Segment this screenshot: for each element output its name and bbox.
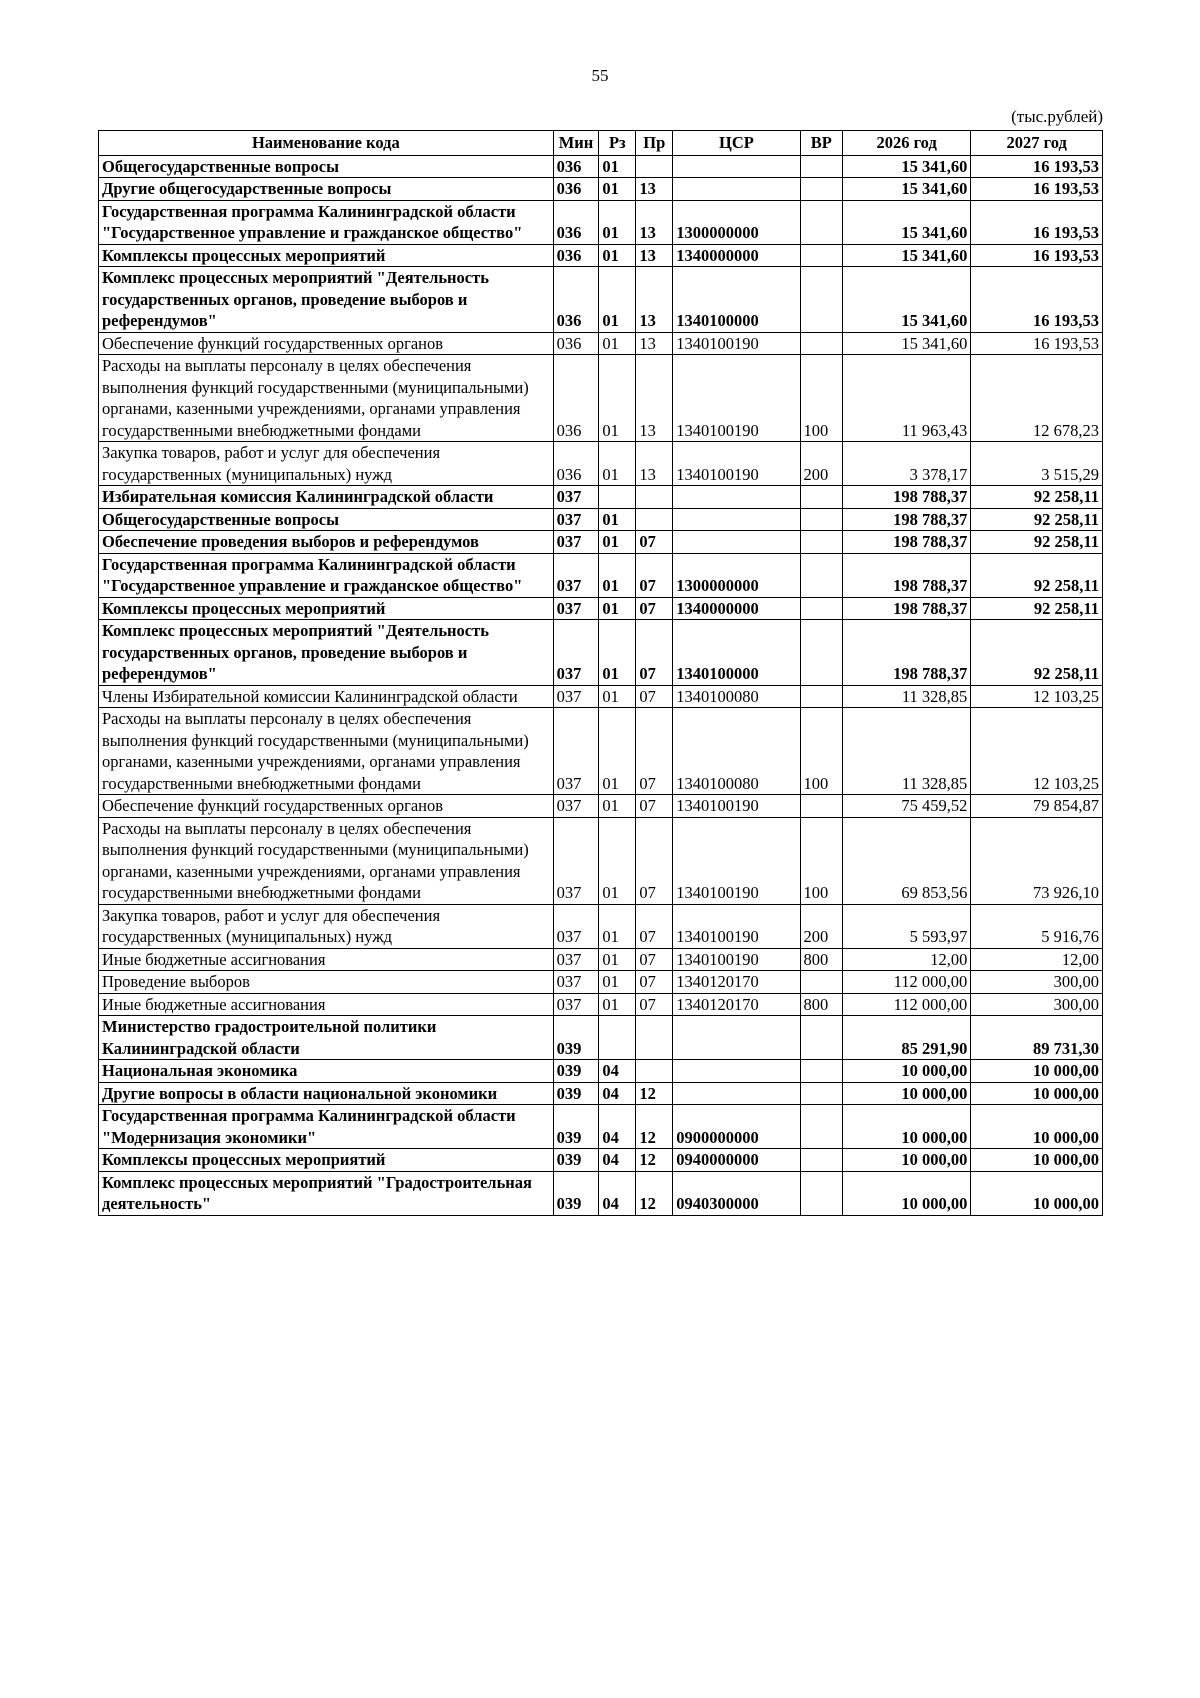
csr-cell: 0940000000 bbox=[673, 1149, 800, 1172]
row-name-cell: Члены Избирательной комиссии Калининградской области bbox=[99, 685, 554, 708]
amount-2026-cell: 15 341,60 bbox=[842, 244, 970, 267]
csr-cell: 1340100000 bbox=[673, 267, 800, 333]
csr-cell bbox=[673, 1016, 800, 1060]
vr-cell bbox=[800, 1060, 842, 1083]
vr-cell bbox=[800, 1149, 842, 1172]
table-row bbox=[99, 486, 1103, 509]
rz-cell bbox=[599, 1016, 636, 1060]
rz-cell: 01 bbox=[599, 355, 636, 442]
row-name-cell: Закупка товаров, работ и услуг для обеспечения государственных (муниципальных) нужд bbox=[99, 904, 554, 948]
amount-2027-cell: 92 258,11 bbox=[971, 620, 1103, 686]
min-cell: 039 bbox=[553, 1060, 599, 1083]
table-row bbox=[99, 708, 1103, 795]
min-cell: 036 bbox=[553, 178, 599, 201]
amount-2026-cell: 10 000,00 bbox=[842, 1149, 970, 1172]
amount-2026-cell: 15 341,60 bbox=[842, 200, 970, 244]
amount-2026-cell: 198 788,37 bbox=[842, 597, 970, 620]
rz-cell: 04 bbox=[599, 1060, 636, 1083]
table-row bbox=[99, 971, 1103, 994]
amount-2026-cell: 11 328,85 bbox=[842, 708, 970, 795]
table-row bbox=[99, 178, 1103, 201]
min-cell: 037 bbox=[553, 531, 599, 554]
pr-cell: 13 bbox=[636, 355, 673, 442]
pr-cell: 13 bbox=[636, 267, 673, 333]
csr-cell: 1340120170 bbox=[673, 971, 800, 994]
csr-cell: 1300000000 bbox=[673, 200, 800, 244]
vr-cell: 800 bbox=[800, 993, 842, 1016]
table-row bbox=[99, 1105, 1103, 1149]
amount-2027-cell: 300,00 bbox=[971, 971, 1103, 994]
amount-2026-cell: 15 341,60 bbox=[842, 155, 970, 178]
vr-cell bbox=[800, 178, 842, 201]
column-header: ЦСР bbox=[673, 131, 800, 156]
min-cell: 037 bbox=[553, 685, 599, 708]
table-row bbox=[99, 1171, 1103, 1215]
row-name-cell: Государственная программа Калининградской области "Модернизация экономики" bbox=[99, 1105, 554, 1149]
row-name-cell: Иные бюджетные ассигнования bbox=[99, 948, 554, 971]
rz-cell: 01 bbox=[599, 993, 636, 1016]
vr-cell: 100 bbox=[800, 355, 842, 442]
page-number: 55 bbox=[591, 66, 609, 85]
vr-cell bbox=[800, 597, 842, 620]
csr-cell bbox=[673, 1060, 800, 1083]
vr-cell bbox=[800, 1016, 842, 1060]
amount-2027-cell: 12,00 bbox=[971, 948, 1103, 971]
amount-2026-cell: 198 788,37 bbox=[842, 620, 970, 686]
amount-2027-cell: 16 193,53 bbox=[971, 200, 1103, 244]
vr-cell bbox=[800, 508, 842, 531]
rz-cell: 01 bbox=[599, 685, 636, 708]
vr-cell bbox=[800, 685, 842, 708]
amount-2026-cell: 11 328,85 bbox=[842, 685, 970, 708]
min-cell: 036 bbox=[553, 200, 599, 244]
rz-cell: 01 bbox=[599, 531, 636, 554]
pr-cell: 13 bbox=[636, 178, 673, 201]
pr-cell bbox=[636, 1060, 673, 1083]
vr-cell bbox=[800, 267, 842, 333]
table-row bbox=[99, 553, 1103, 597]
csr-cell: 1340100190 bbox=[673, 904, 800, 948]
rz-cell: 01 bbox=[599, 332, 636, 355]
row-name-cell: Комплекс процессных мероприятий "Деятельность государственных органов, проведение выборов и референдумов" bbox=[99, 620, 554, 686]
csr-cell bbox=[673, 508, 800, 531]
amount-2027-cell: 3 515,29 bbox=[971, 442, 1103, 486]
row-name-cell: Государственная программа Калининградской области "Государственное управление и гражданское общество" bbox=[99, 200, 554, 244]
min-cell: 037 bbox=[553, 708, 599, 795]
rz-cell: 01 bbox=[599, 553, 636, 597]
amount-2026-cell: 69 853,56 bbox=[842, 817, 970, 904]
pr-cell bbox=[636, 1016, 673, 1060]
csr-cell bbox=[673, 486, 800, 509]
row-name-cell: Обеспечение проведения выборов и референдумов bbox=[99, 531, 554, 554]
amount-2027-cell: 300,00 bbox=[971, 993, 1103, 1016]
table-row bbox=[99, 200, 1103, 244]
row-name-cell: Расходы на выплаты персоналу в целях обеспечения выполнения функций государственными (муниципальными) органами, казенными учреждениями, органами управления государственными внебюджетными фондами bbox=[99, 355, 554, 442]
pr-cell: 07 bbox=[636, 531, 673, 554]
rz-cell: 01 bbox=[599, 817, 636, 904]
pr-cell: 07 bbox=[636, 795, 673, 818]
table-row bbox=[99, 332, 1103, 355]
rz-cell: 04 bbox=[599, 1082, 636, 1105]
table-row bbox=[99, 1149, 1103, 1172]
row-name-cell: Обеспечение функций государственных органов bbox=[99, 332, 554, 355]
table-row bbox=[99, 442, 1103, 486]
rz-cell: 01 bbox=[599, 178, 636, 201]
amount-2027-cell: 73 926,10 bbox=[971, 817, 1103, 904]
rz-cell: 01 bbox=[599, 508, 636, 531]
rz-cell: 01 bbox=[599, 708, 636, 795]
amount-2026-cell: 198 788,37 bbox=[842, 508, 970, 531]
csr-cell: 1340100190 bbox=[673, 332, 800, 355]
amount-2027-cell: 16 193,53 bbox=[971, 178, 1103, 201]
amount-2027-cell: 16 193,53 bbox=[971, 155, 1103, 178]
vr-cell bbox=[800, 332, 842, 355]
amount-2026-cell: 10 000,00 bbox=[842, 1082, 970, 1105]
vr-cell: 200 bbox=[800, 904, 842, 948]
vr-cell: 200 bbox=[800, 442, 842, 486]
min-cell: 037 bbox=[553, 971, 599, 994]
min-cell: 037 bbox=[553, 620, 599, 686]
column-header: Мин bbox=[553, 131, 599, 156]
csr-cell: 1340000000 bbox=[673, 244, 800, 267]
csr-cell: 1340000000 bbox=[673, 597, 800, 620]
row-name-cell: Другие вопросы в области национальной экономики bbox=[99, 1082, 554, 1105]
csr-cell: 1340100080 bbox=[673, 708, 800, 795]
row-name-cell: Комплексы процессных мероприятий bbox=[99, 1149, 554, 1172]
table-row bbox=[99, 1082, 1103, 1105]
table-row bbox=[99, 1060, 1103, 1083]
table-row bbox=[99, 597, 1103, 620]
csr-cell bbox=[673, 155, 800, 178]
vr-cell: 100 bbox=[800, 817, 842, 904]
min-cell: 036 bbox=[553, 332, 599, 355]
rz-cell: 01 bbox=[599, 904, 636, 948]
table-row bbox=[99, 817, 1103, 904]
pr-cell: 12 bbox=[636, 1105, 673, 1149]
rz-cell: 01 bbox=[599, 244, 636, 267]
csr-cell bbox=[673, 531, 800, 554]
table-row bbox=[99, 948, 1103, 971]
vr-cell bbox=[800, 155, 842, 178]
rz-cell bbox=[599, 486, 636, 509]
min-cell: 039 bbox=[553, 1149, 599, 1172]
amount-2026-cell: 75 459,52 bbox=[842, 795, 970, 818]
min-cell: 039 bbox=[553, 1171, 599, 1215]
amount-2027-cell: 10 000,00 bbox=[971, 1060, 1103, 1083]
min-cell: 037 bbox=[553, 597, 599, 620]
amount-2026-cell: 198 788,37 bbox=[842, 486, 970, 509]
units-label: (тыс.рублей) bbox=[1011, 107, 1103, 126]
rz-cell: 01 bbox=[599, 200, 636, 244]
row-name-cell: Национальная экономика bbox=[99, 1060, 554, 1083]
amount-2026-cell: 15 341,60 bbox=[842, 332, 970, 355]
min-cell: 036 bbox=[553, 355, 599, 442]
amount-2027-cell: 10 000,00 bbox=[971, 1149, 1103, 1172]
vr-cell bbox=[800, 1105, 842, 1149]
table-row bbox=[99, 1016, 1103, 1060]
rz-cell: 01 bbox=[599, 971, 636, 994]
csr-cell: 1340100000 bbox=[673, 620, 800, 686]
table-row bbox=[99, 155, 1103, 178]
table-header-row bbox=[99, 131, 1103, 156]
pr-cell: 07 bbox=[636, 993, 673, 1016]
csr-cell: 0900000000 bbox=[673, 1105, 800, 1149]
vr-cell bbox=[800, 1171, 842, 1215]
pr-cell bbox=[636, 508, 673, 531]
amount-2026-cell: 85 291,90 bbox=[842, 1016, 970, 1060]
pr-cell bbox=[636, 486, 673, 509]
row-name-cell: Комплексы процессных мероприятий bbox=[99, 244, 554, 267]
column-header: 2027 год bbox=[971, 131, 1103, 156]
row-name-cell: Комплекс процессных мероприятий "Деятельность государственных органов, проведение выборов и референдумов" bbox=[99, 267, 554, 333]
amount-2026-cell: 3 378,17 bbox=[842, 442, 970, 486]
min-cell: 037 bbox=[553, 486, 599, 509]
amount-2026-cell: 198 788,37 bbox=[842, 553, 970, 597]
row-name-cell: Расходы на выплаты персоналу в целях обеспечения выполнения функций государственными (муниципальными) органами, казенными учреждениями, органами управления государственными внебюджетными фондами bbox=[99, 817, 554, 904]
pr-cell: 07 bbox=[636, 620, 673, 686]
budget-table bbox=[98, 130, 1103, 1216]
table-row bbox=[99, 531, 1103, 554]
pr-cell: 13 bbox=[636, 200, 673, 244]
table-row bbox=[99, 795, 1103, 818]
amount-2026-cell: 112 000,00 bbox=[842, 993, 970, 1016]
pr-cell: 07 bbox=[636, 597, 673, 620]
rz-cell: 01 bbox=[599, 795, 636, 818]
amount-2026-cell: 15 341,60 bbox=[842, 267, 970, 333]
pr-cell: 07 bbox=[636, 948, 673, 971]
table-row bbox=[99, 355, 1103, 442]
row-name-cell: Другие общегосударственные вопросы bbox=[99, 178, 554, 201]
table-row bbox=[99, 267, 1103, 333]
amount-2026-cell: 12,00 bbox=[842, 948, 970, 971]
min-cell: 037 bbox=[553, 508, 599, 531]
row-name-cell: Иные бюджетные ассигнования bbox=[99, 993, 554, 1016]
row-name-cell: Общегосударственные вопросы bbox=[99, 155, 554, 178]
amount-2026-cell: 10 000,00 bbox=[842, 1171, 970, 1215]
row-name-cell: Общегосударственные вопросы bbox=[99, 508, 554, 531]
min-cell: 039 bbox=[553, 1016, 599, 1060]
column-header: ВР bbox=[800, 131, 842, 156]
column-header: Наименование кода bbox=[99, 131, 554, 156]
amount-2027-cell: 16 193,53 bbox=[971, 332, 1103, 355]
pr-cell: 07 bbox=[636, 817, 673, 904]
table-row bbox=[99, 904, 1103, 948]
vr-cell bbox=[800, 553, 842, 597]
csr-cell bbox=[673, 1082, 800, 1105]
amount-2027-cell: 89 731,30 bbox=[971, 1016, 1103, 1060]
pr-cell: 07 bbox=[636, 904, 673, 948]
rz-cell: 04 bbox=[599, 1149, 636, 1172]
rz-cell: 01 bbox=[599, 620, 636, 686]
amount-2027-cell: 92 258,11 bbox=[971, 531, 1103, 554]
pr-cell: 13 bbox=[636, 442, 673, 486]
csr-cell: 1340120170 bbox=[673, 993, 800, 1016]
pr-cell: 07 bbox=[636, 971, 673, 994]
amount-2027-cell: 10 000,00 bbox=[971, 1171, 1103, 1215]
column-header: 2026 год bbox=[842, 131, 970, 156]
vr-cell bbox=[800, 244, 842, 267]
pr-cell: 07 bbox=[636, 553, 673, 597]
amount-2027-cell: 92 258,11 bbox=[971, 508, 1103, 531]
csr-cell: 1340100190 bbox=[673, 948, 800, 971]
pr-cell: 12 bbox=[636, 1149, 673, 1172]
min-cell: 037 bbox=[553, 795, 599, 818]
rz-cell: 04 bbox=[599, 1171, 636, 1215]
column-header: Рз bbox=[599, 131, 636, 156]
csr-cell: 1340100190 bbox=[673, 795, 800, 818]
amount-2027-cell: 10 000,00 bbox=[971, 1082, 1103, 1105]
min-cell: 037 bbox=[553, 993, 599, 1016]
vr-cell bbox=[800, 531, 842, 554]
csr-cell: 1300000000 bbox=[673, 553, 800, 597]
min-cell: 037 bbox=[553, 904, 599, 948]
table-row bbox=[99, 620, 1103, 686]
min-cell: 039 bbox=[553, 1105, 599, 1149]
csr-cell: 1340100080 bbox=[673, 685, 800, 708]
vr-cell: 100 bbox=[800, 708, 842, 795]
row-name-cell: Проведение выборов bbox=[99, 971, 554, 994]
vr-cell bbox=[800, 795, 842, 818]
amount-2026-cell: 15 341,60 bbox=[842, 178, 970, 201]
amount-2027-cell: 10 000,00 bbox=[971, 1105, 1103, 1149]
amount-2027-cell: 5 916,76 bbox=[971, 904, 1103, 948]
amount-2027-cell: 92 258,11 bbox=[971, 553, 1103, 597]
min-cell: 039 bbox=[553, 1082, 599, 1105]
amount-2027-cell: 12 103,25 bbox=[971, 708, 1103, 795]
row-name-cell: Министерство градостроительной политики Калининградской области bbox=[99, 1016, 554, 1060]
amount-2026-cell: 112 000,00 bbox=[842, 971, 970, 994]
table-body bbox=[99, 155, 1103, 1215]
row-name-cell: Государственная программа Калининградской области "Государственное управление и гражданское общество" bbox=[99, 553, 554, 597]
min-cell: 036 bbox=[553, 267, 599, 333]
pr-cell: 13 bbox=[636, 332, 673, 355]
vr-cell bbox=[800, 486, 842, 509]
amount-2027-cell: 16 193,53 bbox=[971, 244, 1103, 267]
vr-cell: 800 bbox=[800, 948, 842, 971]
csr-cell bbox=[673, 178, 800, 201]
min-cell: 036 bbox=[553, 442, 599, 486]
table-row bbox=[99, 508, 1103, 531]
min-cell: 036 bbox=[553, 244, 599, 267]
amount-2026-cell: 11 963,43 bbox=[842, 355, 970, 442]
min-cell: 036 bbox=[553, 155, 599, 178]
vr-cell bbox=[800, 200, 842, 244]
pr-cell: 12 bbox=[636, 1082, 673, 1105]
pr-cell: 12 bbox=[636, 1171, 673, 1215]
vr-cell bbox=[800, 971, 842, 994]
min-cell: 037 bbox=[553, 817, 599, 904]
rz-cell: 01 bbox=[599, 597, 636, 620]
rz-cell: 04 bbox=[599, 1105, 636, 1149]
csr-cell: 1340100190 bbox=[673, 442, 800, 486]
pr-cell bbox=[636, 155, 673, 178]
csr-cell: 0940300000 bbox=[673, 1171, 800, 1215]
vr-cell bbox=[800, 620, 842, 686]
row-name-cell: Расходы на выплаты персоналу в целях обеспечения выполнения функций государственными (муниципальными) органами, казенными учреждениями, органами управления государственными внебюджетными фондами bbox=[99, 708, 554, 795]
rz-cell: 01 bbox=[599, 442, 636, 486]
amount-2027-cell: 12 103,25 bbox=[971, 685, 1103, 708]
min-cell: 037 bbox=[553, 948, 599, 971]
row-name-cell: Закупка товаров, работ и услуг для обеспечения государственных (муниципальных) нужд bbox=[99, 442, 554, 486]
amount-2027-cell: 92 258,11 bbox=[971, 597, 1103, 620]
table-row bbox=[99, 685, 1103, 708]
csr-cell: 1340100190 bbox=[673, 817, 800, 904]
amount-2026-cell: 10 000,00 bbox=[842, 1060, 970, 1083]
csr-cell: 1340100190 bbox=[673, 355, 800, 442]
pr-cell: 07 bbox=[636, 685, 673, 708]
row-name-cell: Избирательная комиссия Калининградской области bbox=[99, 486, 554, 509]
row-name-cell: Комплексы процессных мероприятий bbox=[99, 597, 554, 620]
amount-2027-cell: 92 258,11 bbox=[971, 486, 1103, 509]
table-row bbox=[99, 244, 1103, 267]
pr-cell: 13 bbox=[636, 244, 673, 267]
min-cell: 037 bbox=[553, 553, 599, 597]
table-row bbox=[99, 993, 1103, 1016]
amount-2026-cell: 10 000,00 bbox=[842, 1105, 970, 1149]
row-name-cell: Комплекс процессных мероприятий "Градостроительная деятельность" bbox=[99, 1171, 554, 1215]
rz-cell: 01 bbox=[599, 948, 636, 971]
row-name-cell: Обеспечение функций государственных органов bbox=[99, 795, 554, 818]
amount-2027-cell: 16 193,53 bbox=[971, 267, 1103, 333]
amount-2026-cell: 198 788,37 bbox=[842, 531, 970, 554]
rz-cell: 01 bbox=[599, 267, 636, 333]
pr-cell: 07 bbox=[636, 708, 673, 795]
rz-cell: 01 bbox=[599, 155, 636, 178]
amount-2027-cell: 12 678,23 bbox=[971, 355, 1103, 442]
amount-2026-cell: 5 593,97 bbox=[842, 904, 970, 948]
amount-2027-cell: 79 854,87 bbox=[971, 795, 1103, 818]
vr-cell bbox=[800, 1082, 842, 1105]
column-header: Пр bbox=[636, 131, 673, 156]
